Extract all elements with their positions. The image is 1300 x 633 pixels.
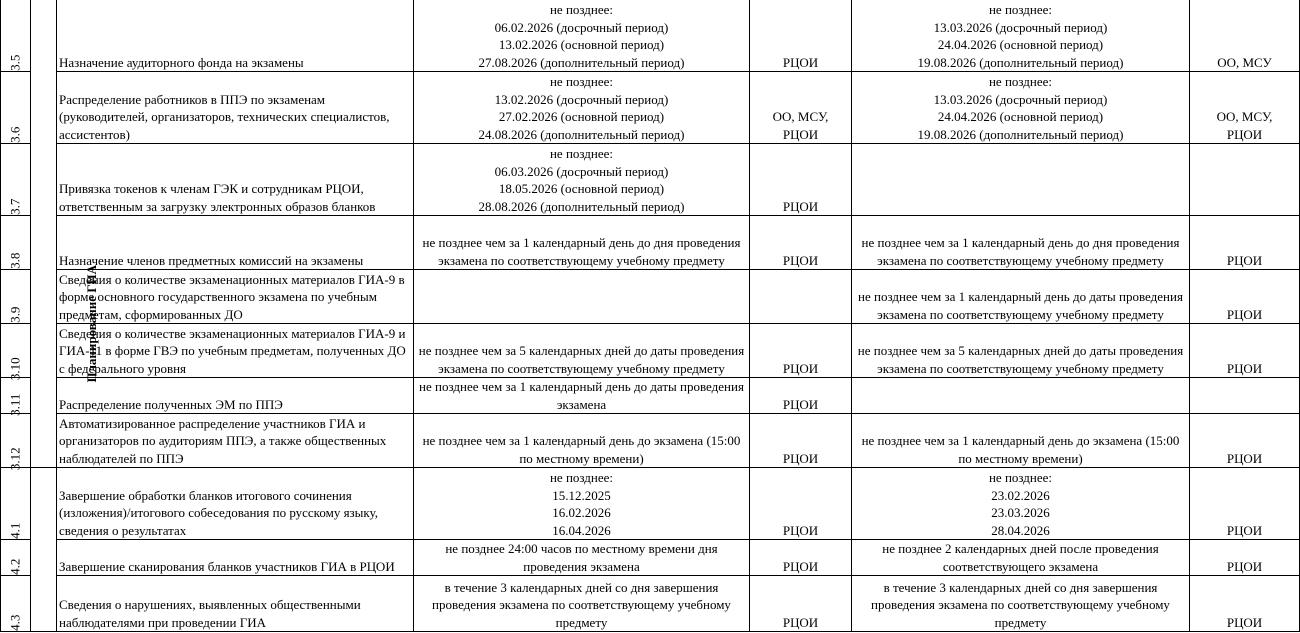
task-name: Привязка токенов к членам ГЭК и сотрудникам РЦОИ, ответственным за загрузку электронных образов бланков: [57, 144, 414, 216]
deadline-gia11: [852, 414, 1190, 468]
row-number: 3.5: [7, 54, 23, 71]
deadline-gia11: [852, 576, 1190, 632]
table-row: [1, 216, 1300, 270]
table-row: [1, 378, 1300, 414]
deadline-gia9-line: 24.08.2026 (дополнительный период): [478, 126, 685, 142]
deadline-gia9-line: 13.02.2026 (досрочный период): [494, 91, 669, 107]
row-number-cell: [1, 270, 31, 324]
deadline-gia9: [414, 468, 750, 540]
responsible-gia9-line: РЦОИ: [782, 360, 819, 376]
responsible-gia9-line: РЦОИ: [782, 396, 819, 412]
responsible-gia9-line: РЦОИ: [782, 450, 819, 466]
deadline-gia11: [852, 540, 1190, 576]
responsible-gia9-line: РЦОИ: [782, 614, 819, 630]
deadline-gia9-line: не позднее 24:00 часов по местному времени дня проведения экзамена: [445, 541, 718, 574]
responsible-gia9-line: ОО, МСУ,: [772, 109, 829, 124]
row-number: 3.9: [7, 306, 23, 323]
row-number: 4.3: [7, 614, 23, 631]
deadline-gia11: [852, 72, 1190, 144]
responsible-gia11-line: РЦОИ: [1226, 252, 1263, 268]
section-label: Планирование ГИА: [84, 264, 100, 383]
deadline-gia11-line: не позднее 2 календарных дней после проведения соответствующего экзамена: [882, 541, 1159, 574]
deadline-gia11-line: не позднее чем за 1 календарный день до даты проведения экзамена по соответствующему учебному предмету: [858, 289, 1183, 322]
deadline-gia9: [414, 144, 750, 216]
responsible-gia9: [750, 270, 852, 324]
deadline-gia11-line: 24.04.2026 (основной период): [937, 37, 1104, 52]
deadline-gia11-line: 19.08.2026 (дополнительный период): [917, 54, 1124, 70]
deadline-gia9: [414, 576, 750, 632]
responsible-gia11-line: РЦОИ: [1226, 360, 1263, 376]
deadline-gia9-line: не позднее:: [549, 2, 614, 17]
task-name: Назначение аудиторного фонда на экзамены: [57, 0, 414, 72]
deadline-gia11-line: 24.04.2026 (основной период): [937, 109, 1104, 124]
deadline-gia9-line: 06.02.2026 (досрочный период): [494, 19, 669, 35]
responsible-gia11-line: РЦОИ: [1226, 450, 1263, 466]
responsible-gia11: [1190, 270, 1300, 324]
responsible-gia11-line: РЦОИ: [1226, 126, 1263, 142]
row-number-cell: [1, 576, 31, 632]
table-row: [1, 540, 1300, 576]
responsible-gia11: [1190, 324, 1300, 378]
deadline-gia9-line: 27.02.2026 (основной период): [498, 109, 665, 124]
deadline-gia9-line: не позднее чем за 5 календарных дней до даты проведения экзамена по соответствующему учебному предмету: [418, 343, 745, 376]
deadline-gia11: [852, 144, 1190, 216]
section-label-cell-empty: [31, 468, 57, 632]
responsible-gia11-line: ОО, МСУ: [1217, 54, 1272, 70]
responsible-gia9-line: РЦОИ: [782, 54, 819, 70]
deadline-gia11-line: 23.02.2026: [991, 487, 1050, 503]
task-name: Назначение членов предметных комиссий на экзамены: [57, 216, 414, 270]
task-name: Распределение полученных ЭМ по ППЭ: [57, 378, 414, 414]
responsible-gia9: [750, 216, 852, 270]
deadline-gia11: [852, 468, 1190, 540]
deadline-gia11: [852, 0, 1190, 72]
deadline-gia11: [852, 324, 1190, 378]
task-name: Сведения о количестве экзаменационных материалов ГИА-9 и ГИА-11 в форме ГВЭ по учебным предметам, полученных ДО с федерального уровня: [57, 324, 414, 378]
task-name: Завершение обработки бланков итогового сочинения (изложения)/итогового собеседования по русскому языку, сведения о результатах: [57, 468, 414, 540]
responsible-gia9: [750, 414, 852, 468]
deadline-gia9-line: в течение 3 календарных дней со дня завершения проведения экзамена по соответствующему учебному предмету: [432, 579, 731, 630]
responsible-gia11: [1190, 144, 1300, 216]
deadline-gia11-line: не позднее:: [988, 74, 1053, 89]
deadline-gia9-line: не позднее:: [549, 74, 614, 89]
table-row: [1, 324, 1300, 378]
row-number-cell: [1, 144, 31, 216]
deadline-gia9-line: 16.02.2026: [552, 505, 611, 520]
task-name: Сведения о нарушениях, выявленных общественными наблюдателями при проведении ГИА: [57, 576, 414, 632]
responsible-gia9-line: РЦОИ: [782, 522, 819, 538]
row-number: 3.8: [7, 252, 23, 269]
deadline-gia11-line: 19.08.2026 (дополнительный период): [917, 126, 1124, 142]
deadline-gia9-line: 27.08.2026 (дополнительный период): [478, 54, 685, 70]
section-label-cell: [31, 0, 100, 468]
deadline-gia9: [414, 72, 750, 144]
deadline-gia11-line: не позднее чем за 5 календарных дней до даты проведения экзамена по соответствующему учебному предмету: [857, 343, 1184, 376]
deadline-gia11: [852, 378, 1190, 414]
deadline-gia9-line: не позднее чем за 1 календарный день до даты проведения экзамена: [419, 379, 744, 412]
responsible-gia9-line: РЦОИ: [782, 198, 819, 214]
responsible-gia9: [750, 468, 852, 540]
row-number: 3.11: [7, 393, 23, 416]
deadline-gia9-line: 06.03.2026 (досрочный период): [494, 163, 669, 179]
row-number: 3.12: [7, 446, 23, 470]
task-name: Распределение работников в ППЭ по экзаменам (руководителей, организаторов, технических специалистов, ассистентов): [57, 72, 414, 144]
task-name: Сведения о количестве экзаменационных материалов ГИА-9 в форме основного государственного экзамена по учебным предметам, сформированных ДО: [57, 270, 414, 324]
deadline-gia11-line: 13.03.2026 (досрочный период): [933, 19, 1108, 35]
responsible-gia11: [1190, 0, 1300, 72]
deadline-gia9-line: 13.02.2026 (основной период): [498, 37, 665, 52]
row-number-cell: [1, 378, 31, 414]
deadline-gia9-line: 15.12.2025: [552, 487, 611, 503]
responsible-gia9-line: РЦОИ: [782, 252, 819, 268]
table-row: [1, 414, 1300, 468]
deadline-gia9-line: не позднее:: [549, 146, 614, 161]
table-row: [1, 576, 1300, 632]
deadline-gia9: [414, 378, 750, 414]
table-row: [1, 0, 1300, 72]
deadline-gia9-line: не позднее чем за 1 календарный день до экзамена (15:00 по местному времени): [422, 433, 741, 466]
deadline-gia9-line: не позднее чем за 1 календарный день до дня проведения экзамена по соответствующему учебному предмету: [422, 235, 741, 268]
responsible-gia9: [750, 324, 852, 378]
row-number-cell: [1, 72, 31, 144]
deadline-gia9: [414, 0, 750, 72]
deadline-gia11: [852, 270, 1190, 324]
row-number: 4.2: [7, 558, 23, 575]
row-number: 3.10: [7, 356, 23, 380]
deadline-gia11-line: 23.03.2026: [991, 505, 1050, 520]
responsible-gia11: [1190, 540, 1300, 576]
row-number-cell: [1, 414, 31, 468]
table-row: [1, 144, 1300, 216]
responsible-gia9: [750, 576, 852, 632]
responsible-gia11: [1190, 72, 1300, 144]
responsible-gia11: [1190, 468, 1300, 540]
deadline-gia9: [414, 270, 750, 324]
responsible-gia9: [750, 540, 852, 576]
deadline-gia9: [414, 216, 750, 270]
deadline-gia9: [414, 540, 750, 576]
row-number-cell: [1, 324, 31, 378]
deadline-gia11-line: 28.04.2026: [991, 522, 1050, 538]
deadline-gia11: [852, 216, 1190, 270]
task-name: Автоматизированное распределение участников ГИА и организаторов по аудиториям ППЭ, а также общественных наблюдателей по ППЭ: [57, 414, 414, 468]
table-row: [1, 72, 1300, 144]
deadline-gia9-line: 28.08.2026 (дополнительный период): [478, 198, 685, 214]
responsible-gia11-line: ОО, МСУ,: [1216, 109, 1273, 124]
row-number: 4.1: [7, 522, 23, 539]
responsible-gia9: [750, 0, 852, 72]
responsible-gia11: [1190, 378, 1300, 414]
responsible-gia11: [1190, 216, 1300, 270]
responsible-gia9-line: РЦОИ: [782, 558, 819, 574]
responsible-gia9: [750, 378, 852, 414]
row-number-cell: [1, 216, 31, 270]
responsible-gia9: [750, 144, 852, 216]
deadline-gia11-line: не позднее:: [988, 2, 1053, 17]
row-number-cell: [1, 540, 31, 576]
row-number-cell: [1, 0, 31, 72]
deadline-gia11-line: 13.03.2026 (досрочный период): [933, 91, 1108, 107]
deadline-gia11-line: не позднее чем за 1 календарный день до экзамена (15:00 по местному времени): [861, 433, 1180, 466]
deadline-gia11-line: не позднее чем за 1 календарный день до дня проведения экзамена по соответствующему учебному предмету: [861, 235, 1180, 268]
responsible-gia11-line: РЦОИ: [1226, 558, 1263, 574]
deadline-gia9: [414, 414, 750, 468]
responsible-gia11: [1190, 576, 1300, 632]
responsible-gia9-line: РЦОИ: [782, 126, 819, 142]
responsible-gia11: [1190, 414, 1300, 468]
deadline-gia9: [414, 324, 750, 378]
row-number: 3.6: [7, 126, 23, 143]
deadline-gia9-line: 16.04.2026: [552, 522, 611, 538]
table-row: [1, 270, 1300, 324]
deadline-gia11-line: не позднее:: [988, 470, 1053, 485]
row-number-cell: [1, 468, 31, 540]
row-number: 3.7: [7, 198, 23, 215]
responsible-gia11-line: РЦОИ: [1226, 522, 1263, 538]
responsible-gia9: [750, 72, 852, 144]
table-row: [1, 468, 1300, 540]
task-name: Завершение сканирования бланков участников ГИА в РЦОИ: [57, 540, 414, 576]
deadline-gia9-line: 18.05.2026 (основной период): [498, 181, 665, 196]
deadline-gia11-line: в течение 3 календарных дней со дня завершения проведения экзамена по соответствующему учебному предмету: [871, 579, 1170, 630]
responsible-gia11-line: РЦОИ: [1226, 614, 1263, 630]
deadline-gia9-line: не позднее:: [549, 470, 614, 485]
responsible-gia11-line: РЦОИ: [1226, 306, 1263, 322]
